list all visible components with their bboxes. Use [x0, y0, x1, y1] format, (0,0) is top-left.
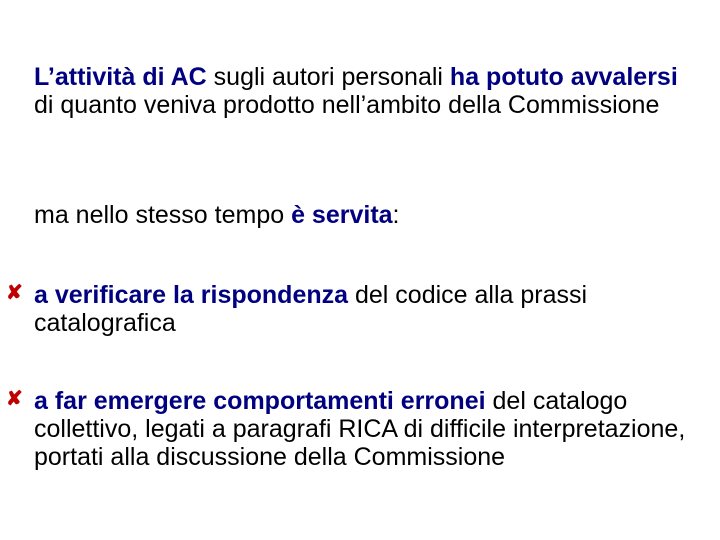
- bullet-item-verify: [34, 281, 714, 337]
- text-segment: di quanto veniva prodotto nell’ambito della Commissione: [34, 91, 660, 119]
- text-segment: del catalogo collettivo, legati a paragrafi RICA di difficile interpretazione, portati alla discussione della Commissione: [34, 387, 686, 471]
- bullet-x-icon: ✘: [6, 388, 23, 410]
- emphasis-could-use: ha potuto avvalersi: [449, 63, 678, 91]
- bullet-x-icon: ✘: [6, 282, 23, 304]
- emphasis-activity: L’attività di AC: [34, 63, 207, 91]
- text-segment: del codice alla prassi catalografica: [34, 281, 588, 337]
- transition-paragraph: [34, 201, 694, 229]
- text-segment: ma nello stesso tempo: [34, 201, 292, 229]
- intro-paragraph: [34, 63, 694, 119]
- emphasis-verify: a verificare la rispondenza: [34, 281, 349, 309]
- emphasis-served: è servita: [291, 201, 393, 229]
- text-segment: sugli autori personali: [206, 63, 450, 91]
- emphasis-errors: a far emergere comportamenti erronei: [34, 387, 486, 415]
- text-segment: :: [392, 201, 400, 229]
- bullet-item-errors: [34, 387, 714, 471]
